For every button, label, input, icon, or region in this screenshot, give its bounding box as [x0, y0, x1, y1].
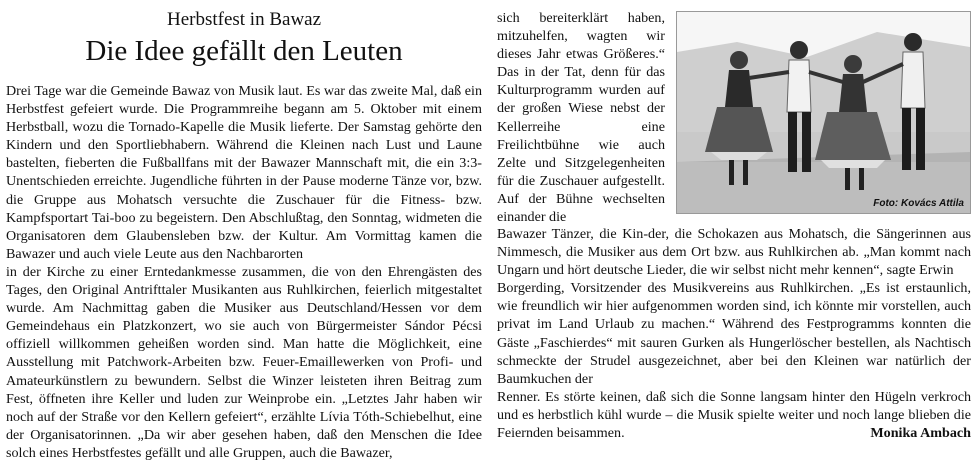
photo-credit: Foto: Kovács Attila: [873, 198, 964, 209]
article-column-right-bottom: [497, 225, 971, 442]
body-text: Renner. Es störte keinen, daß sich die Sonne langsam hinter den Hügeln verkroch und es herbstlich kühl wurde – die Musik spielte weiter und noch lange blieben die Feiernden beisammen.: [497, 388, 971, 442]
author-byline: Monika Ambach: [870, 425, 971, 442]
article-column-right-top: [497, 9, 665, 226]
article-column-left: [6, 82, 482, 462]
dance-photo: [676, 11, 971, 214]
body-paragraph: Drei Tage war die Gemeinde Bawaz von Musik laut. Es war das zweite Mal, daß ein Herbstfest gefeiert wurde. Die Programmreihe begann am 5. Oktober mit einem Herbstball, wozu die Tornado-Kapelle die Musik lieferte. Der Samstag gehörte den Kindern und den Sportliebhabern. Während die Kleinen nach Lust und Laune bastelten, fieberten die Fußballfans mit der Bawazer Mannschaft mit, die ein 3:3-Unentschieden erreichte. Jugendliche führten in der Pause moderne Tänze vor, bzw. die Gruppe aus Mohatsch versuchte die Zuschauer für die Fitness- bzw. Kampfsportart Tai-boo zu begeistern. Den Abschlußtag, den Sonntag, widmeten die Organisatoren dem Glaubensleben bzw. der Kultur. Am Vormittag kamen die Bawazer und auch viele Leute aus den Nachbarorten: [6, 83, 482, 262]
body-paragraph: in der Kirche zu einer Erntedankmesse zusammen, die von den Ehrengästen des Tages, den Original Antrifttaler Musikanten aus Ruhlkirchen, feierlich mitgestaltet wurde. Am Nachmittag gaben die Musiker aus Deutschland/Hessen vor dem Gemeindehaus ein Platzkonzert, wo sie auch von Bürgermeister Sándor Pécsi offiziell willkommen geheißen worden sind. Man hatte die Möglichkeit, eine Ausstellung mit Patchwork-Arbeiten bzw. Feuer-Emaillewerken von Profi- und Amateurkünstlern zu bewundern. Selbst die Winzer leisteten ihren Beitrag zum Fest, öffneten ihre Keller und luden zur Weinprobe ein. „Letztes Jahr haben wir noch auf der Straße vor den Kellern gefeiert“, erzählte Lívia Tóth-Schiebelhut, eine der Organisatorinnen. „Da wir aber gesehen haben, daß den Menschen die Idee solch eines Herbstfestes gefällt und alle Gruppen, auch die Bawazer,: [6, 263, 482, 461]
dancers-illustration: [677, 12, 970, 213]
article-kicker: Herbstfest in Bawaz: [166, 9, 322, 30]
body-paragraph-last: [497, 388, 971, 442]
body-paragraph: Borgerding, Vorsitzender des Musikvereins aus Ruhlkirchen. „Es ist erstaunlich, wie freundlich wir hier aufgenommen worden sind, ich könnte mir vorstellen, auch privat im Land Urlaub zu machen.“ Während des Festprogramms konnten die Gäste „Faschierdes“ mit sauren Gurken als Hungerlöscher bestellen, als Nachtisch schmeckte der Strudel ausgezeichnet, aber bei den Kleinen war natürlich der Baumkuchen der: [497, 280, 971, 387]
body-paragraph: Bawazer Tänzer, die Kin-der, die Schokazen aus Mohatsch, die Sängerinnen aus Nimmesch, die Musiker aus dem Ort bzw. aus Ruhlkirchen ab. „Man kommt nach Ungarn und hört deutsche Lieder, die wir selbst nicht mehr kennen“, sagte Erwin: [497, 226, 971, 279]
body-paragraph: sich bereiterklärt haben, mitzuhelfen, wagten wir dieses Jahr etwas Größeres.“ Das in der Tat, denn für das Kulturprogramm wurden auf der großen Wiese nebst der Kellerreihe eine Freilichtbühne wie auch Zelte und Sitzgelegenheiten für die Zuschauer aufgestellt. Auf der Bühne wechselten einander die: [497, 10, 665, 226]
article-headline: Die Idee gefällt den Leuten: [85, 35, 403, 67]
